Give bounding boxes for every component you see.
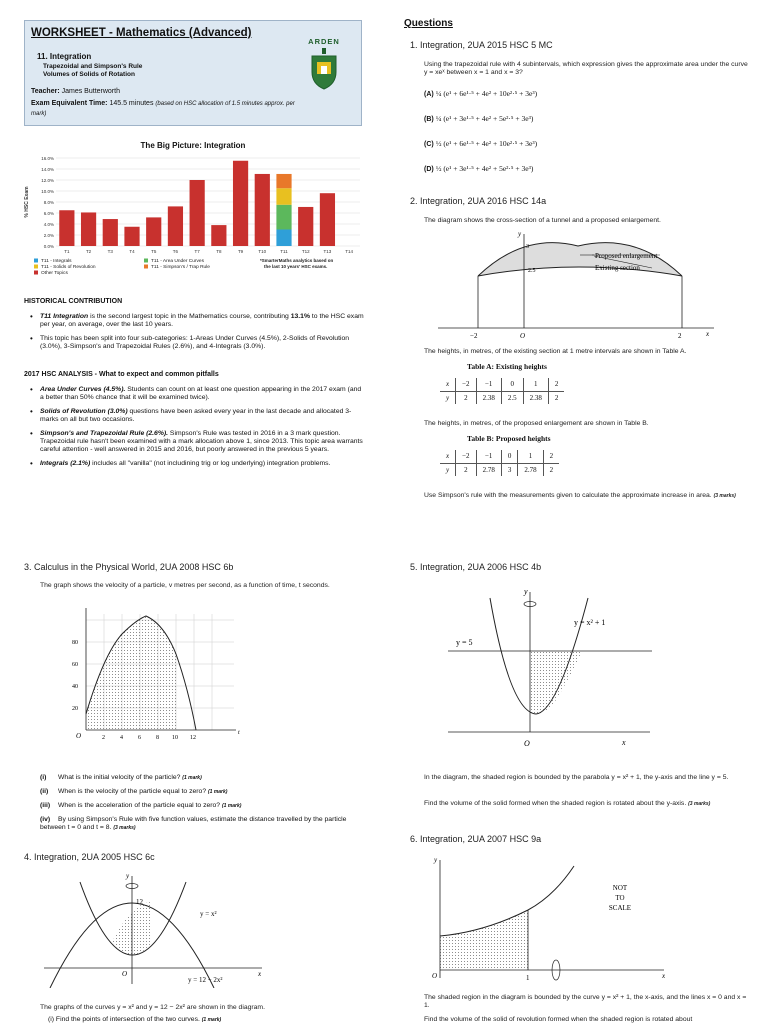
bar	[59, 210, 74, 246]
q2-axis-label: y	[518, 230, 522, 238]
q6-axis-label: 1	[526, 974, 530, 982]
bar	[255, 174, 270, 246]
q1-option-a: (A) ¼ (e¹ + 6e¹·⁵ + 4e² + 10e²·⁵ + 3e³)	[424, 89, 538, 98]
q2-heading: 2. Integration, 2UA 2016 HSC 14a	[410, 196, 547, 206]
q3-heading: 3. Calculus in the Physical World, 2UA 2008 HSC 6b	[24, 562, 234, 572]
q4-axis-label: x	[258, 970, 262, 978]
q2-table-b	[440, 450, 559, 476]
q4-curve-label-f: y = x²	[200, 910, 217, 918]
legend-entry: T11 - Solids of Revolution	[41, 265, 96, 270]
q1-option-b: (B) ¼ (e¹ + 3e¹·⁵ + 4e² + 5e²·⁵ + 3e³)	[424, 114, 534, 123]
bar	[190, 180, 205, 246]
table-b-y-cell: 2	[543, 463, 559, 476]
q3-axis-label: 12	[190, 735, 196, 741]
exam-time-line: Exam Equivalent Time: 145.5 minutes (based on HSC allocation of 1.5 minutes approx. per mark)	[31, 100, 295, 117]
q2-axis-label: x	[706, 330, 710, 338]
x-tick-label: T14	[345, 249, 354, 254]
analysis-item: • Integrals (2.1%) includes all "vanilla" (not includining trig or log underlying) integration problems.	[24, 460, 364, 468]
q3-part: (ii) When is the velocity of the particle equal to zero? (1 mark)	[40, 788, 228, 795]
bar-segment	[276, 188, 291, 205]
q3-axis-label: O	[76, 732, 82, 740]
worksheet-header	[24, 20, 362, 126]
school-logo: ARDEN	[293, 37, 355, 99]
q1-text: Using the trapezoidal rule with 4 subintervals, which expression gives the approximate area under the curve y = xeˣ between x = 1 and x = 3?	[424, 61, 748, 77]
x-tick-label: T5	[151, 249, 157, 254]
table-a-x-cell: 2	[548, 378, 564, 391]
q6-curve-diagram	[424, 852, 724, 982]
table-a-x-cell: −2	[456, 378, 476, 391]
q2-axis-label: 3	[526, 244, 529, 250]
questions-heading: Questions	[404, 18, 453, 29]
q5-axis-label: x	[622, 738, 626, 747]
table-a-x-cell: x	[440, 378, 456, 391]
q5-axis-label: y	[524, 587, 528, 596]
table-b-y-cell: 3	[501, 463, 518, 476]
table-b-x-cell: −1	[476, 450, 501, 463]
q2-axis-label: O	[520, 332, 526, 340]
analysis-item: • Simpson's and Trapezoidal Rule (2.6%). Simpson's Rule was tested in 2016 in a 3 mark question. Trapezoidal rule hasn't been examined with a mark allocation above 1, since 2013. This topic area warrants careful attention - well answered in 2015 and 2016, but poorly answered in the previous 5 years.	[24, 430, 364, 455]
chart-title: The Big Picture: Integration	[140, 141, 246, 150]
y-tick-label: 10.0%	[41, 189, 54, 194]
q3-axis-label: 40	[72, 684, 78, 690]
x-tick-label: T10	[258, 249, 267, 254]
q2-instruction: Use Simpson's rule with the measurements given to calculate the approximate increase in area. (3 marks)	[424, 492, 736, 499]
q3-axis-label: 8	[156, 735, 159, 741]
x-tick-label: T2	[85, 249, 92, 254]
q2-table-b-intro: The heights, in metres, of the proposed enlargement are shown in Table B.	[424, 420, 649, 427]
q3-velocity-graph	[60, 604, 260, 754]
analysis-heading: 2017 HSC ANALYSIS - What to expect and common pitfalls	[24, 371, 219, 378]
historical-item: • This topic has been split into four sub-categories: 1-Areas Under Curves (4.5%), 2-Solids of Revolution (3.0%), 3-Simpson's and Trapezoidal Rules (2.6%), and 4-Integrals (3.0%).	[24, 335, 364, 352]
chart-footnote: *SmarterMaths analytics based on	[260, 258, 334, 263]
q3-axis-label: 20	[72, 706, 78, 712]
chart-footnote: the last 10 years' HSC exams.	[264, 264, 328, 269]
q3-part: (iv) By using Simpson's Rule with five function values, estimate the distance travelled by the particle between t = 0 and t = 8. (3 marks)	[40, 816, 347, 832]
x-tick-label: T4	[129, 249, 135, 254]
legend-entry: Other Topics	[41, 271, 68, 276]
q2-label-existing: Existing section	[595, 264, 640, 272]
y-axis-label: % HSC Exam	[24, 186, 30, 218]
subtopic-1: Trapezoidal and Simpson's Rule	[43, 63, 143, 70]
q2-table-b-caption: Table B: Proposed heights	[467, 434, 551, 443]
y-tick-label: 8.0%	[43, 200, 54, 205]
q3-axis-label: 80	[72, 640, 78, 646]
table-b-x-cell: x	[440, 450, 456, 463]
worksheet-title: WORKSHEET - Mathematics (Advanced)	[31, 27, 252, 39]
q4-heading: 4. Integration, 2UA 2005 HSC 6c	[24, 852, 155, 862]
bar	[124, 227, 139, 246]
table-a-y-cell: 2	[456, 391, 476, 404]
bar	[168, 206, 183, 246]
q5-heading: 5. Integration, 2UA 2006 HSC 4b	[410, 562, 542, 572]
x-tick-label: T6	[172, 249, 179, 254]
table-a-x-cell: 0	[501, 378, 523, 391]
q5-axis-label: O	[524, 739, 530, 748]
q6-axis-label: x	[662, 972, 666, 980]
table-b-y-cell: 2.78	[518, 463, 543, 476]
table-b-y-cell: 2.78	[476, 463, 501, 476]
table-b-x-cell: 1	[518, 450, 543, 463]
q3-axis-label: 2	[102, 735, 105, 741]
y-tick-label: 2.0%	[43, 233, 54, 238]
q5-curve-label: y = x² + 1	[574, 618, 606, 627]
bar	[233, 161, 248, 246]
q2-axis-label: −2	[470, 332, 478, 340]
q2-axis-label: 2.5	[528, 268, 536, 274]
bar	[320, 193, 335, 246]
q3-axis-label: 10	[172, 735, 178, 741]
table-b-y-cell: y	[440, 463, 456, 476]
q2-text: The diagram shows the cross-section of a tunnel and a proposed enlargement.	[424, 217, 661, 224]
table-b-x-cell: 2	[543, 450, 559, 463]
legend-entry: T11 - Simpson's / Trap Rule	[151, 265, 210, 270]
table-a-y-cell: 2.38	[523, 391, 548, 404]
bar	[146, 217, 161, 246]
q5-text-1: In the diagram, the shaded region is bounded by the parabola y = x² + 1, the y-axis and the line y = 5.	[424, 774, 729, 781]
legend-entry: T11 - Area Under Curves	[151, 259, 204, 264]
q3-axis-label: 4	[120, 735, 123, 741]
q3-axis-label: 6	[138, 735, 141, 741]
q3-part: (i) What is the initial velocity of the particle? (1 mark)	[40, 774, 202, 781]
q2-table-a	[440, 378, 564, 404]
q6-not-to-scale: SCALE	[608, 904, 632, 912]
teacher-line: Teacher: James Butterworth	[31, 88, 120, 95]
legend-swatch	[34, 265, 38, 269]
q5-line-label: y = 5	[456, 638, 473, 647]
q3-part: (iii) When is the acceleration of the particle equal to zero? (1 mark)	[40, 802, 242, 809]
q2-tunnel-diagram	[424, 228, 724, 344]
legend-entry: T11 - Integrals	[41, 259, 72, 264]
x-tick-label: T13	[323, 249, 332, 254]
x-tick-label: T8	[216, 249, 222, 254]
analysis-item: • Area Under Curves (4.5%). Students can count on at least one question appearing in the 2017 exam (and a better than 50% chance that it will be examined twice).	[24, 386, 364, 403]
q1-heading: 1. Integration, 2UA 2015 HSC 5 MC	[410, 40, 553, 50]
q2-table-a-intro: The heights, in metres, of the existing section at 1 metre intervals are shown in Table A.	[424, 348, 687, 355]
y-tick-label: 0.0%	[43, 244, 54, 249]
historical-heading: HISTORICAL CONTRIBUTION	[24, 298, 123, 305]
legend-swatch	[34, 259, 38, 263]
historical-list	[24, 313, 364, 357]
bar	[298, 207, 313, 246]
q3-text: The graph shows the velocity of a particle, v metres per second, as a function of time, t seconds.	[40, 582, 330, 589]
integration-bar-chart	[24, 152, 364, 292]
analysis-item: • Solids of Revolution (3.0%) questions have been asked every year in the last decade and allocated 3-marks on all but two occasions.	[24, 408, 364, 425]
q6-axis-label: y	[434, 856, 438, 864]
table-a-y-cell: y	[440, 391, 456, 404]
table-a-y-cell: 2.38	[476, 391, 501, 404]
x-tick-label: T7	[194, 249, 200, 254]
q2-table-a-caption: Table A: Existing heights	[467, 362, 547, 371]
x-tick-label: T3	[107, 249, 113, 254]
q6-heading: 6. Integration, 2UA 2007 HSC 9a	[410, 834, 542, 844]
bar	[103, 219, 118, 246]
q4-text: The graphs of the curves y = x² and y = 12 − 2x² are shown in the diagram.	[40, 1004, 265, 1011]
q3-axis-label: t	[238, 730, 240, 736]
q2-axis-label: 2	[678, 332, 682, 340]
legend-swatch	[144, 265, 148, 269]
table-b-x-cell: −2	[456, 450, 476, 463]
historical-item: • T11 Integration is the second largest topic in the Mathematics course, contributing 13.1% to the HSC exam per year, on average, over the last 10 years.	[24, 313, 364, 330]
bar	[81, 212, 96, 246]
table-a-y-cell: 2.5	[501, 391, 523, 404]
table-b-x-cell: 0	[501, 450, 518, 463]
x-tick-label: T1	[64, 249, 70, 254]
y-tick-label: 16.0%	[41, 156, 54, 161]
y-tick-label: 6.0%	[43, 211, 54, 216]
y-tick-label: 12.0%	[41, 178, 54, 183]
q2-label-proposed: Proposed enlargement	[595, 252, 658, 260]
q5-parabola-diagram	[440, 582, 660, 752]
q5-text-2: Find the volume of the solid formed when the shaded region is rotated about the y-axis. (3 marks)	[424, 800, 711, 807]
y-tick-label: 4.0%	[43, 222, 54, 227]
q4-part: (i) Find the points of intersection of the two curves. (1 mark)	[48, 1016, 222, 1023]
bar	[211, 225, 226, 246]
x-tick-label: T12	[301, 249, 310, 254]
q4-curves-diagram	[40, 868, 280, 988]
q4-axis-label: 12	[136, 898, 143, 906]
q1-option-c: (C) ½ (e¹ + 6e¹·⁵ + 4e² + 10e²·⁵ + 3e³)	[424, 139, 538, 148]
q6-not-to-scale: TO	[615, 894, 625, 902]
q6-not-to-scale: NOT	[612, 884, 628, 892]
x-tick-label: T11	[280, 249, 288, 254]
y-tick-label: 14.0%	[41, 167, 54, 172]
q3-axis-label: 60	[72, 662, 78, 668]
table-a-x-cell: 1	[523, 378, 548, 391]
bar-segment	[276, 205, 291, 230]
q1-option-d: (D) ½ (e¹ + 3e¹·⁵ + 4e² + 5e²·⁵ + 3e³)	[424, 164, 534, 173]
q6-text-1: The shaded region in the diagram is bounded by the curve y = x² + 1, the x-axis, and the lines x = 0 and x = 1.	[424, 994, 747, 1010]
analysis-list	[24, 386, 364, 473]
bar-segment	[276, 174, 291, 188]
table-a-x-cell: −1	[476, 378, 501, 391]
q6-axis-label: O	[432, 972, 438, 980]
legend-swatch	[34, 271, 38, 275]
q4-axis-label: y	[126, 872, 130, 880]
legend-swatch	[144, 259, 148, 263]
table-b-y-cell: 2	[456, 463, 476, 476]
x-tick-label: T9	[237, 249, 244, 254]
subtopic-2: Volumes of Solids of Rotation	[43, 71, 135, 78]
topic-title: 11. Integration	[37, 52, 92, 61]
q4-curve-label-g: y = 12 − 2x²	[188, 976, 223, 984]
bar-segment	[276, 230, 291, 247]
q6-text-2: Find the volume of the solid of revolution formed when the shaded region is rotated about	[424, 1016, 693, 1023]
q4-axis-label: O	[122, 970, 128, 978]
table-a-y-cell: 2	[548, 391, 564, 404]
